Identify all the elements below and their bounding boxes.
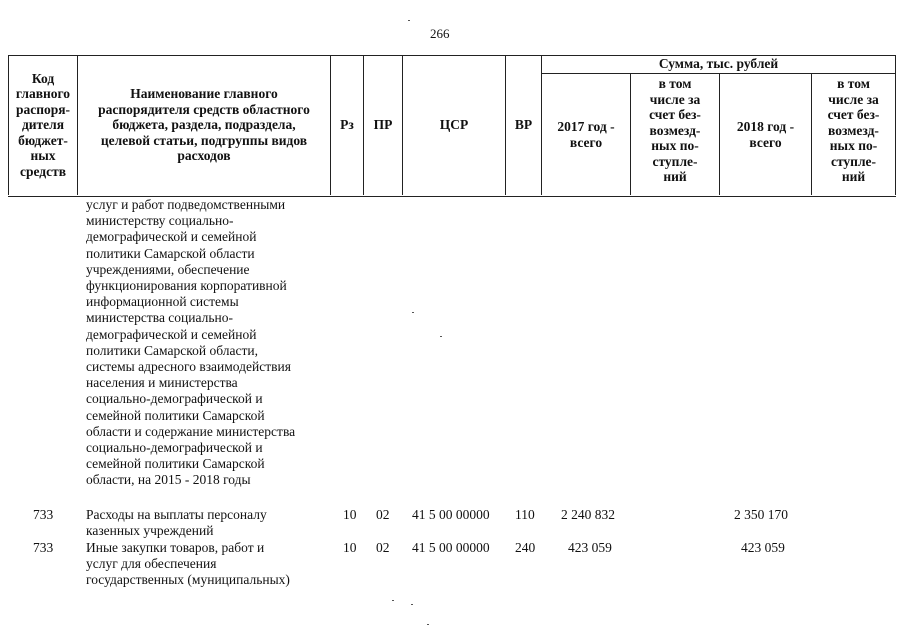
- text-line: услуг для обеспечения: [86, 556, 217, 572]
- row-name: [86, 507, 336, 539]
- text-line: министерства социально-: [86, 310, 233, 326]
- header-2018-total: 2018 год - всего: [719, 74, 811, 195]
- text-line: области, на 2015 - 2018 годы: [86, 472, 251, 488]
- row-pr: 02: [376, 507, 390, 522]
- text-line: системы адресного взаимодействия: [86, 359, 291, 375]
- row-name: [86, 540, 336, 589]
- header-2017-total: 2017 год - всего: [541, 74, 630, 195]
- header-name: Наименование главного распорядителя средств областного бюджета, раздела, подраздела, целевой статьи, подгруппы видов расходов: [77, 55, 330, 195]
- text-line: политики Самарской области: [86, 245, 255, 261]
- header-2018-free: в том числе за счет без-возмезд-ных по-ступле-ний: [811, 74, 896, 195]
- text-line: семейной политики Самарской: [86, 407, 265, 423]
- row-rz: 10: [343, 540, 357, 555]
- scan-speck: [411, 604, 413, 605]
- scan-speck: [392, 600, 394, 601]
- row-pr: 02: [376, 540, 390, 555]
- scan-speck: [440, 336, 442, 337]
- scan-speck: [412, 312, 414, 313]
- header-vr: ВР: [505, 55, 541, 195]
- header-2017-free: в том числе за счет без-возмезд-ных по-ступле-ний: [630, 74, 719, 195]
- text-line: социально-демографической и: [86, 391, 263, 407]
- row-rz: 10: [343, 507, 357, 522]
- page-number: 266: [430, 26, 450, 41]
- row-csr: 41 5 00 00000: [412, 540, 490, 555]
- scan-speck: [408, 20, 410, 21]
- text-line: Расходы на выплаты персоналу: [86, 507, 267, 522]
- scan-speck: [427, 624, 429, 625]
- text-line: государственных (муниципальных): [86, 572, 290, 588]
- text-line: области и содержание министерства: [86, 423, 296, 439]
- text-line: казенных учреждений: [86, 523, 214, 539]
- text-line: информационной системы: [86, 294, 239, 310]
- header-sum-group: Сумма, тыс. рублей: [541, 55, 896, 74]
- row-vr: 110: [515, 507, 535, 522]
- header-pr: ПР: [363, 55, 402, 195]
- header-code: Код главного распоря-дителя бюджет-ных средств: [8, 55, 77, 195]
- text-line: населения и министерства: [86, 375, 238, 391]
- text-line: услуг и работ подведомственными: [86, 197, 286, 212]
- row-code: 733: [33, 507, 54, 522]
- row-vr: 240: [515, 540, 536, 555]
- header-csr: ЦСР: [402, 55, 505, 195]
- continuation-text: [86, 197, 336, 489]
- text-line: учреждениями, обеспечение: [86, 261, 250, 277]
- text-line: Иные закупки товаров, работ и: [86, 540, 265, 555]
- row-csr: 41 5 00 00000: [412, 507, 490, 522]
- text-line: социально-демографической и: [86, 440, 263, 456]
- row-2017-total: 2 240 832: [561, 507, 615, 522]
- row-2018-total: 423 059: [741, 540, 785, 555]
- text-line: семейной политики Самарской: [86, 456, 265, 472]
- text-line: министерству социально-: [86, 213, 234, 229]
- text-line: функционирования корпоративной: [86, 278, 287, 294]
- text-line: демографической и семейной: [86, 326, 257, 342]
- row-code: 733: [33, 540, 54, 555]
- text-line: политики Самарской области,: [86, 342, 258, 358]
- row-2018-total: 2 350 170: [734, 507, 788, 522]
- text-line: демографической и семейной: [86, 229, 257, 245]
- row-2017-total: 423 059: [568, 540, 612, 555]
- header-rz: Рз: [330, 55, 363, 195]
